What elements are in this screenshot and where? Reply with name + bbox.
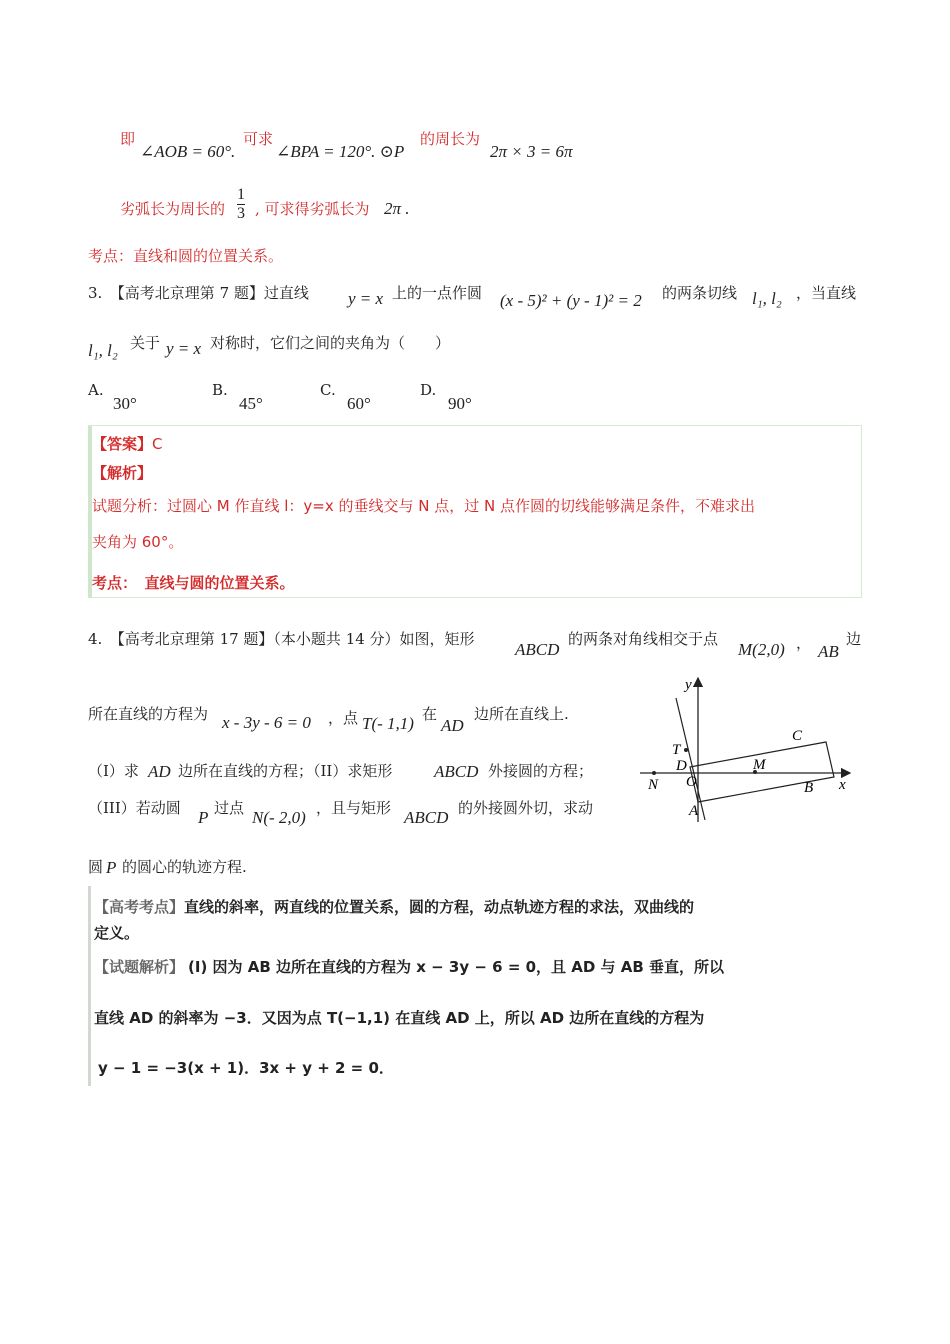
q3-option-a-value: 30° [113, 394, 137, 413]
fraction-numerator: 1 [237, 186, 245, 203]
label-n: N [648, 777, 659, 793]
q3-option-c-label: C. [320, 381, 336, 399]
q4-jiexi-tag: 【试题解析】 [94, 958, 185, 976]
q3-option-d-label: D. [420, 381, 437, 399]
q4-line4-abcd: ABCD [404, 808, 449, 827]
q3-answer-tag: 【答案】 [92, 435, 153, 453]
q4-line3-c: 外接圆的方程； [488, 762, 594, 780]
q4-kaodian-tag: 【高考考点】 [94, 898, 185, 916]
label-t: T [672, 742, 681, 758]
q4-jiexi-text-1: (I) 因为 AB 边所在直线的方程为 x − 3y − 6 = 0，且 AD 与 AB 垂直，所以 [188, 958, 725, 976]
q4-line1-a: 4. 【高考北京理第 17 题】（本小题共 14 分）如图，矩形 [88, 630, 475, 648]
q3-option-a-label: A. [88, 381, 104, 399]
q4-line4-c: ，且与矩形 [316, 799, 392, 817]
q3-option-d-value: 90° [448, 394, 472, 413]
q4-side-ad: AD [441, 716, 464, 735]
q4-line2-d: 边所在直线上. [474, 705, 569, 723]
q4-line2-c: 在 [422, 705, 438, 723]
prev-kaodian: 考点：直线和圆的位置关系。 [88, 247, 284, 265]
q3-analysis-tag: 【解析】 [92, 464, 153, 482]
q4-line1-b: 的两条对角线相交于点 [568, 630, 719, 648]
q4-line2-a: 所在直线的方程为 [88, 705, 209, 723]
q4-ab-equation: x - 3y - 6 = 0 [222, 713, 311, 732]
q4-point-t: T(- 1,1) [362, 714, 414, 733]
q3-answer-value: C [152, 435, 163, 453]
q4-line3-b: 边所在直线的方程；（II）求矩形 [178, 762, 393, 780]
point-n-dot [652, 771, 656, 775]
q3-kaodian: 考点： 直线与圆的位置关系。 [92, 574, 295, 592]
prev-angle-bpa: ∠BPA = 120°. ⊙P [276, 142, 405, 161]
label-d: D [676, 758, 687, 774]
q3-option-b-label: B. [212, 381, 228, 399]
prev-line2-a: 劣弧长为周长的 [120, 200, 226, 218]
q3-circle-equation: (x - 5)² + (y - 1)² = 2 [500, 291, 642, 310]
q4-side-ab: AB [818, 642, 839, 661]
q3-option-b-value: 45° [239, 394, 263, 413]
q4-rect-abcd: ABCD [515, 640, 560, 659]
label-y: y [685, 677, 692, 693]
label-a: A [689, 803, 699, 819]
q4-line1-c: ， [796, 634, 812, 652]
fraction-denominator: 3 [237, 205, 245, 222]
q4-jiexi-line1 [94, 956, 724, 977]
q3-line1-a: 3. 【高考北京理第 7 题】过直线 [88, 284, 309, 302]
prev-arc-length: 2π . [384, 199, 410, 218]
q3-answer-line [92, 433, 163, 454]
q4-line4-b: 过点 [214, 799, 245, 817]
q4-line5-b: 的圆心的轨迹方程. [122, 858, 247, 876]
prev-line2-b: , 可求得劣弧长为 [255, 200, 370, 218]
q4-kaodian-text-2: 定义。 [94, 924, 140, 942]
prev-keqiu: 可求 [243, 130, 274, 148]
q3-analysis-line1: 试题分析：过圆心 M 作直线 l：y=x 的垂线交与 N 点，过 N 点作圆的切线能够满足条件，不难求出 [92, 497, 756, 515]
prev-zhouchang: 的周长为 [420, 130, 481, 148]
q4-line4-a: （III）若动圆 [88, 799, 181, 817]
label-x: x [839, 777, 846, 793]
q4-line1-d: 边 [846, 630, 862, 648]
q4-point-m: M(2,0) [738, 640, 785, 659]
q4-circle-p: P [198, 808, 209, 827]
q3-line2-yx: y = x [166, 339, 202, 358]
q4-jiexi-text-3: y − 1 = −3(x + 1)．3x + y + 2 = 0． [98, 1059, 394, 1077]
label-o: O [686, 774, 697, 790]
q3-analysis-line2: 夹角为 60°。 [92, 533, 184, 551]
q3-line2-a: 关于 [130, 334, 161, 352]
q3-line-yx: y = x [348, 289, 384, 308]
q4-line5-p: P [106, 858, 117, 877]
q4-jiexi-text-2: 直线 AD 的斜率为 −3．又因为点 T(−1,1) 在直线 AD 上，所以 AD 边所在直线的方程为 [94, 1009, 705, 1027]
q4-line5-a: 圆 [88, 858, 104, 876]
q3-line1-b: 上的一点作圆 [392, 284, 483, 302]
q4-line4-d: 的外接圆外切，求动 [458, 799, 594, 817]
q4-coordinate-figure [638, 672, 858, 824]
point-t-dot [684, 748, 688, 752]
q3-line1-c: 的两条切线 [662, 284, 738, 302]
q4-line3-ad: AD [148, 762, 171, 781]
q4-point-n: N(- 2,0) [252, 808, 306, 827]
q3-line2-b: 对称时，它们之间的夹角为（ ） [210, 334, 451, 352]
label-m: M [753, 757, 766, 773]
q3-tangents-2: l₁, l₂ [88, 341, 118, 360]
q4-line3-a: （I）求 [88, 762, 139, 780]
label-b: B [804, 780, 814, 796]
prev-calc: 2π × 3 = 6π [490, 142, 573, 161]
label-c: C [792, 728, 803, 744]
prev-angle-aob: ∠AOB = 60°. [140, 142, 236, 161]
prev-ji: 即 [120, 130, 136, 148]
q3-tangents: l₁, l₂ [752, 289, 782, 308]
q4-kaodian-line [94, 896, 694, 917]
q3-line1-d: ，当直线 [796, 284, 857, 302]
q4-kaodian-text: 直线的斜率，两直线的位置关系，圆的方程，动点轨迹方程的求法，双曲线的 [184, 898, 695, 916]
prev-fraction [237, 186, 245, 223]
q4-line3-abcd: ABCD [434, 762, 479, 781]
q4-line2-b: ，点 [328, 709, 359, 727]
q3-option-c-value: 60° [347, 394, 371, 413]
